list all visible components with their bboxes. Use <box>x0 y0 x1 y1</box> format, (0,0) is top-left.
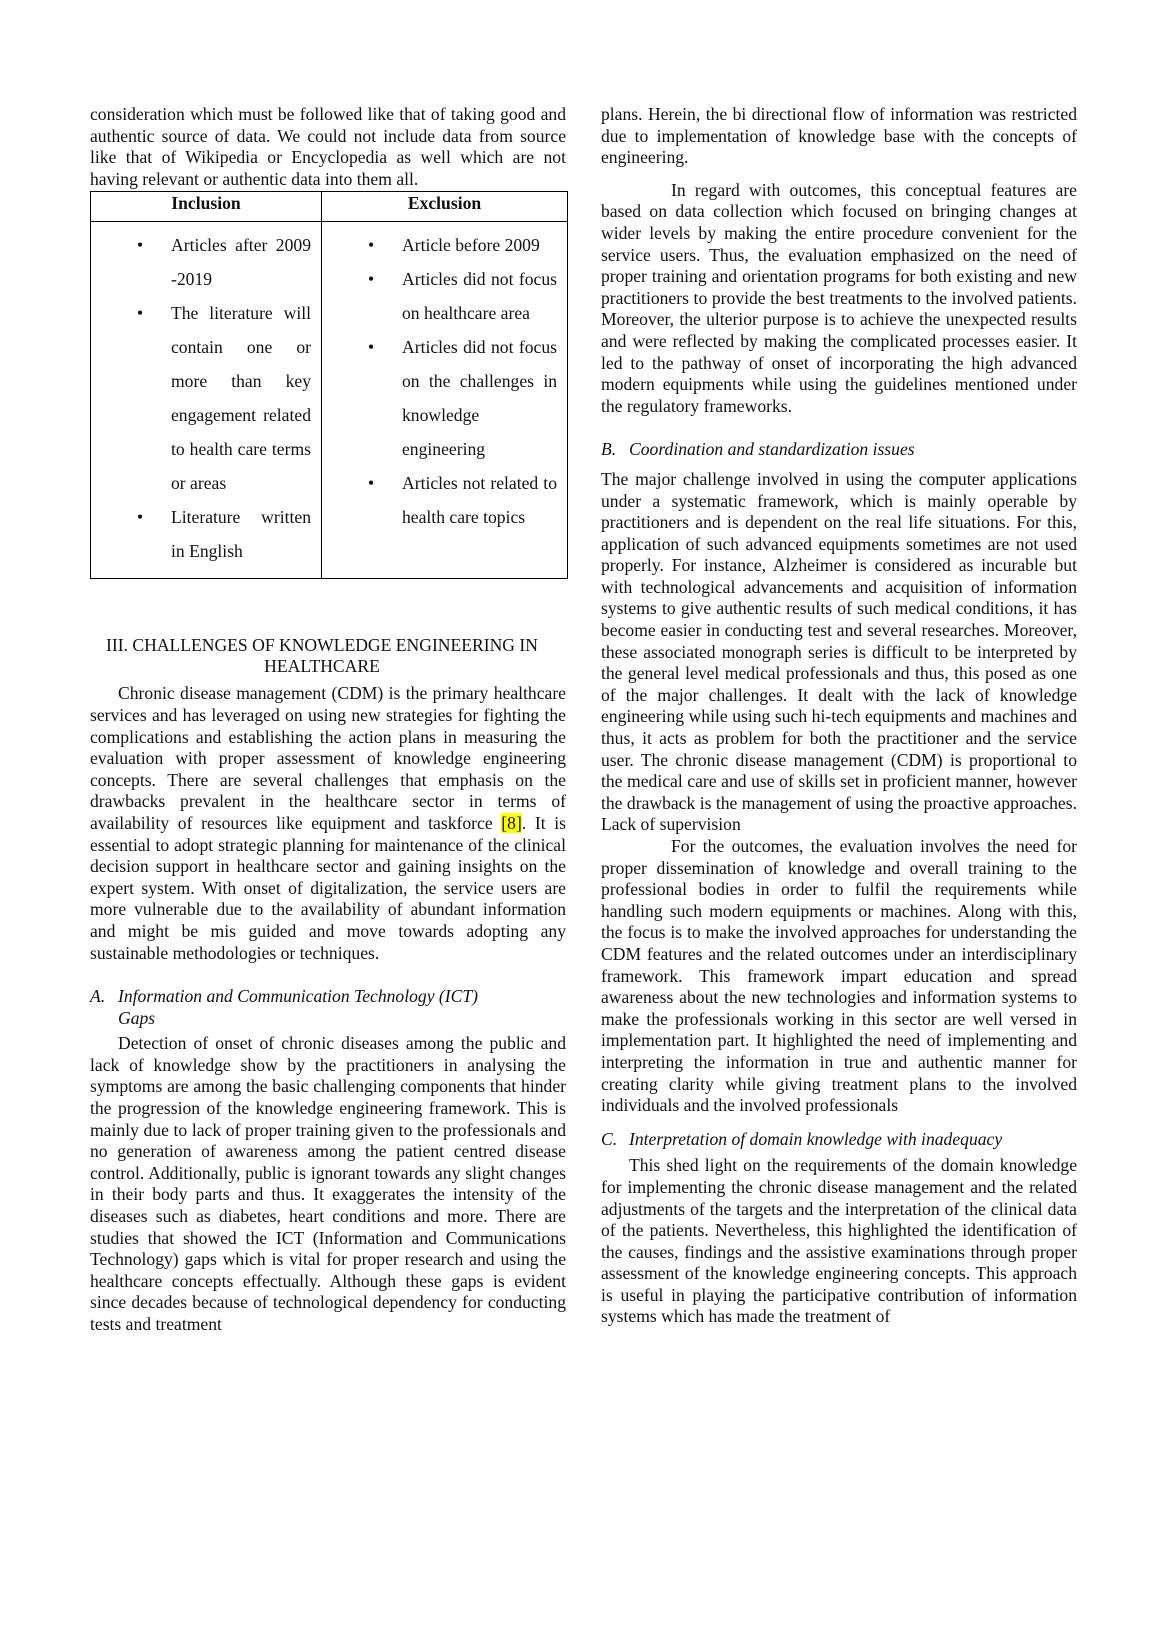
subsection-c-paragraph: This shed light on the requirements of the domain knowledge for implementing the chronic disease management and the related adjustments of the targets and the interpretation of the clinical data of the patients. Nevertheless, this highlighted the identification of the causes, findings and the assistive examinations through proper assessment of the knowledge engineering concepts. This approach is useful in playing the participative contribution of information systems which has made the treatment of <box>601 1155 1077 1327</box>
bullet-icon: • <box>368 337 375 358</box>
bullet-icon: • <box>368 269 375 290</box>
table-header-exclusion: Exclusion <box>322 192 568 222</box>
intro-paragraph: consideration which must be followed like that of taking good and authentic source of data. We could not include data from source like that of Wikipedia or Encyclopedia as well which are not having relevant or authentic data into them all. <box>90 104 566 189</box>
inclusion-exclusion-table <box>90 191 568 579</box>
subsection-a-paragraph: Detection of onset of chronic diseases among the public and lack of knowledge show by the practitioners in analysing the symptoms are among the basic challenging components that hinder the progression of the knowledge engineering framework. This is mainly due to lack of proper training given to the professionals and no generation of awareness among the patient centred disease control. Additionally, public is ignorant towards any slight changes in their body parts and thus. It exaggerates the intensity of the diseases such as diabetes, heart conditions and more. There are studies that showed the ICT (Information and Communications Technology) gaps which is vital for proper research and using the healthcare concepts effectually. Although these gaps is evident since decades because of technological dependency for conducting tests and treatment <box>90 1033 566 1334</box>
exclusion-list <box>322 228 557 534</box>
right-column <box>601 104 1077 1328</box>
exclusion-cell <box>322 222 568 579</box>
left-column <box>90 104 566 1336</box>
list-item: • Articles did not focus on healthcare area <box>322 262 557 330</box>
outcomes-paragraph: In regard with outcomes, this conceptual features are based on data collection which focused on bringing changes at wider levels by making the entire procedure convenient for the service users. Thus, the evaluation emphasized on the need of proper training and orientation programs for both existing and new practitioners to provide the best treatments to the involved patients. Moreover, the ulterior purpose is to achieve the unexpected results and were reflected by making the complicated processes easier. It led to the pathway of onset of incorporating the high advanced modern equipments while using the guidelines mentioned under the regulatory frameworks. <box>601 179 1077 416</box>
subsection-c-heading: C. Interpretation of domain knowledge with inadequacy <box>601 1128 1003 1149</box>
list-item: • The literature will contain one or more than key engagement related to health care terms or areas <box>91 296 311 500</box>
inclusion-cell <box>91 222 322 579</box>
list-item: • Article before 2009 <box>322 228 557 262</box>
subsection-b-heading: B. Coordination and standardization issues <box>601 439 915 460</box>
citation-link[interactable]: [8] <box>501 812 522 833</box>
bullet-icon: • <box>368 473 375 494</box>
subsection-b-outcomes-paragraph: For the outcomes, the evaluation involves the need for proper dissemination of knowledge and overall training to the professional bodies in order to fulfil the requirements while handling such modern equipments or machines. Along with this, the focus is to make the involved approaches for understanding the CDM features and the related outcomes under an interdisciplinary framework. This framework impart education and spread awareness about the new technologies and information systems to make the professionals working in this sector are well versed in implementation part. It highlighted the need of implementing and interpreting the information in true and authentic manner for creating clarity while giving treatment plans to the involved individuals and the involved professionals <box>601 836 1077 1116</box>
section-heading: III. CHALLENGES OF KNOWLEDGE ENGINEERING IN HEALTHCARE <box>106 635 538 677</box>
table-header-inclusion: Inclusion <box>91 192 322 222</box>
bullet-icon: • <box>137 507 144 528</box>
bullet-icon: • <box>137 303 144 324</box>
list-item: • Articles not related to health care topics <box>322 466 557 534</box>
cdm-paragraph: Chronic disease management (CDM) is the primary healthcare services and has leveraged on using new strategies for fighting the complications and establishing the action plans in measuring the evaluation with proper assessment of knowledge engineering concepts. There are several challenges that emphasis on the drawbacks prevalent in the healthcare sector in terms of availability of resources like equipment and taskforce [8]. It is essential to adopt strategic planning for maintenance of the clinical decision support in healthcare sector and gaining insights on the expert system. With onset of digitalization, the service users are more vulnerable due to the availability of abundant information and might be mis guided and move towards adopting any sustainable methodologies or techniques. <box>90 683 566 963</box>
continued-paragraph: plans. Herein, the bi directional flow of information was restricted due to implementation of knowledge base with the concepts of engineering. <box>601 104 1077 168</box>
bullet-icon: • <box>368 235 375 256</box>
list-item: • Articles after 2009 -2019 <box>91 228 311 296</box>
list-item: • Articles did not focus on the challenges in knowledge engineering <box>322 330 557 466</box>
bullet-icon: • <box>137 235 144 256</box>
subsection-b-paragraph: The major challenge involved in using the computer applications under a systematic framework, which is mainly operable by practitioners and is dependent on the real life situations. For this, application of such advanced equipments sometimes are not used properly. For instance, Alzheimer is considered as incurable but with technological advancements and acquisition of information systems to give authentic results of such medical conditions, it has become easier in conducting test and several researches. Moreover, these associated monograph series is difficult to be interpreted by the general level medical professionals and thus, this posed as one of the major challenges. It dealt with the lack of knowledge engineering while using such hi-tech equipments and machines and thus, it acts as problem for both the practitioner and the service user. The chronic disease management (CDM) is proportional to the medical care and use of skills set in proficient manner, however the drawback is the management of using the proactive approaches. Lack of supervision <box>601 468 1077 835</box>
list-item: • Literature written in English <box>91 500 311 568</box>
subsection-a-heading: A. Information and Communication Technology (ICT) Gaps <box>90 986 479 1028</box>
inclusion-list <box>91 228 311 568</box>
